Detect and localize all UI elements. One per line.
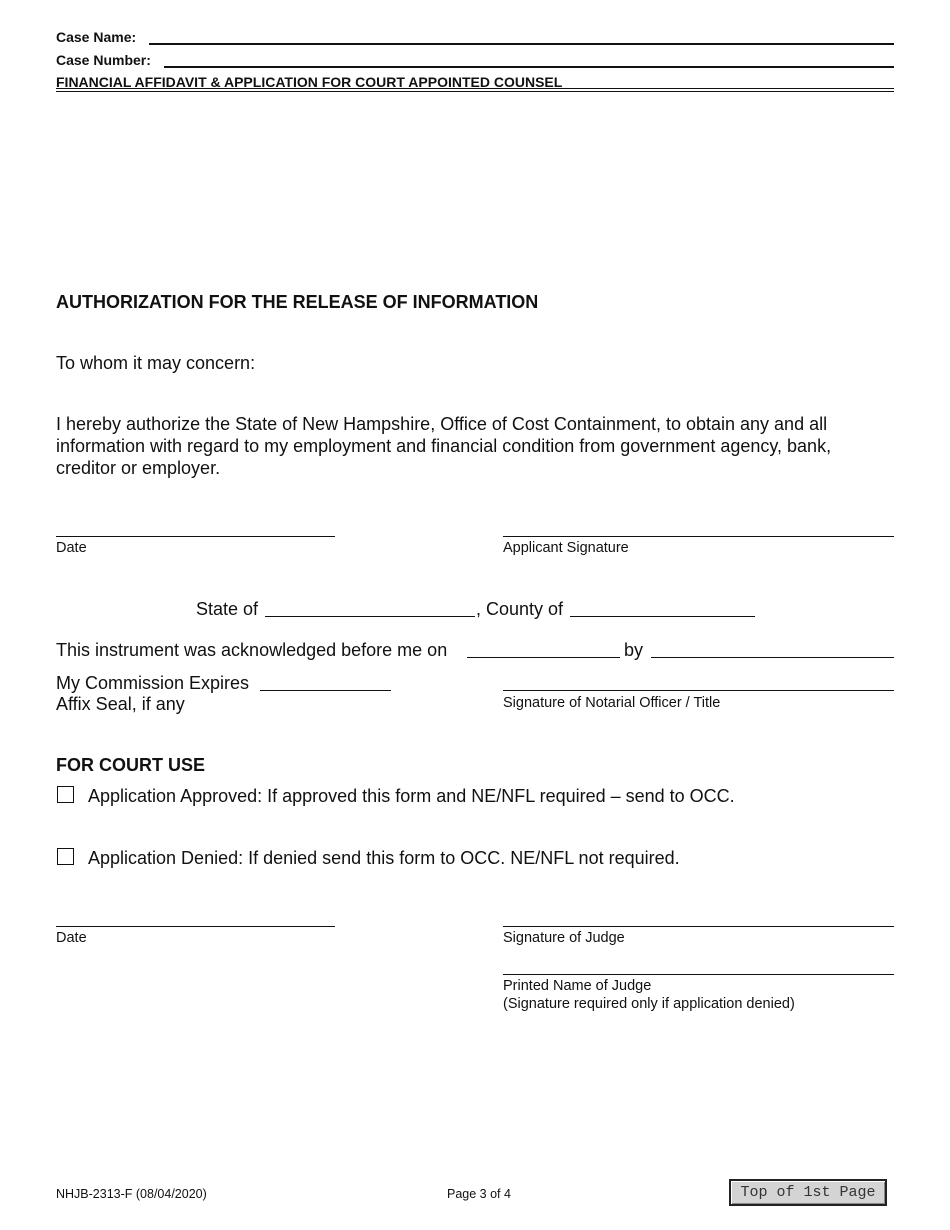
salutation: To whom it may concern: xyxy=(56,353,256,373)
authorization-heading: AUTHORIZATION FOR THE RELEASE OF INFORMATION xyxy=(56,292,539,312)
form-title: FINANCIAL AFFIDAVIT & APPLICATION FOR COURT APPOINTED COUNSEL xyxy=(56,74,563,90)
court-date-label: Date xyxy=(56,930,87,946)
notary-signature-label: Signature of Notarial Officer / Title xyxy=(503,695,721,711)
case-number-label: Case Number: xyxy=(56,52,151,68)
applicant-date-label: Date xyxy=(56,540,87,556)
court-date-line[interactable] xyxy=(56,926,335,927)
denied-text: Application Denied: If denied send this form to OCC. NE/NFL not required. xyxy=(88,848,680,868)
judge-note: (Signature required only if application denied) xyxy=(503,996,795,1012)
court-use-heading: FOR COURT USE xyxy=(56,755,206,775)
notary-signature-line[interactable] xyxy=(503,690,894,691)
acknowledged-date-field[interactable] xyxy=(467,639,620,658)
judge-signature-line[interactable] xyxy=(503,926,894,927)
approved-text: Application Approved: If approved this form and NE/NFL required – send to OCC. xyxy=(88,786,735,806)
case-name-label: Case Name: xyxy=(56,29,137,45)
state-field[interactable] xyxy=(265,598,475,617)
state-of-label: State of xyxy=(196,599,259,619)
case-number-field[interactable] xyxy=(164,66,894,68)
denied-checkbox[interactable] xyxy=(57,848,74,865)
county-field[interactable] xyxy=(570,598,755,617)
acknowledged-text: This instrument was acknowledged before me on xyxy=(56,640,448,660)
case-name-field[interactable] xyxy=(149,43,894,45)
affix-seal-label: Affix Seal, if any xyxy=(56,694,185,714)
applicant-signature-label: Applicant Signature xyxy=(503,540,629,556)
by-label: by xyxy=(624,640,644,660)
authorization-paragraph: I hereby authorize the State of New Hampshire, Office of Cost Containment, to obtain any and all information with regard to my employment and financial condition from government agency, bank, creditor or employer. xyxy=(56,414,832,478)
commission-expires-label: My Commission Expires xyxy=(56,673,250,693)
header-divider-2 xyxy=(56,91,894,92)
acknowledged-by-field[interactable] xyxy=(651,639,894,658)
judge-printed-name-label: Printed Name of Judge xyxy=(503,978,652,994)
top-of-first-page-button[interactable]: Top of 1st Page xyxy=(729,1179,887,1206)
judge-signature-label: Signature of Judge xyxy=(503,930,625,946)
approved-checkbox[interactable] xyxy=(57,786,74,803)
form-id: NHJB-2313-F (08/04/2020) xyxy=(56,1187,207,1201)
county-of-label: , County of xyxy=(476,599,564,619)
header-divider-1 xyxy=(56,88,894,89)
applicant-signature-line[interactable] xyxy=(503,536,894,537)
applicant-date-line[interactable] xyxy=(56,536,335,537)
commission-expires-field[interactable] xyxy=(260,672,391,691)
page-number: Page 3 of 4 xyxy=(447,1187,511,1201)
judge-printed-name-line[interactable] xyxy=(503,974,894,975)
